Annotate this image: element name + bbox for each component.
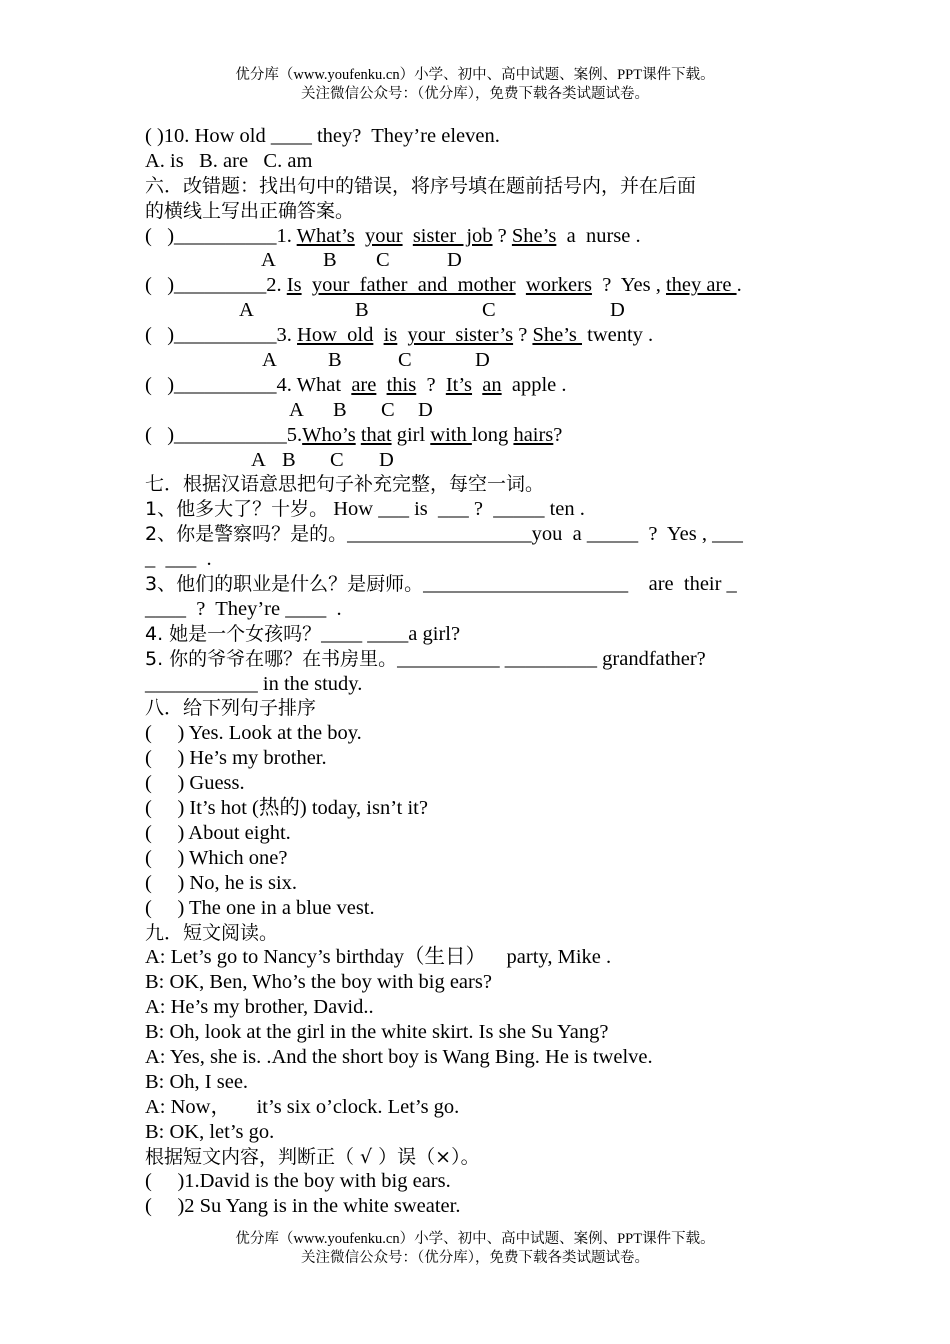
worksheet-body (145, 124, 825, 1219)
question-10-options: A. is B. are C. am (145, 149, 313, 172)
error-item-1: ( )__________1. What’s your sister job ? She’s a nurse . (145, 224, 641, 247)
section-8-title: 八．给下列句子排序 (145, 697, 317, 720)
section-6-title: 六．改错题：找出句中的错误，将序号填在题前括号内，并在后面 (145, 174, 697, 197)
order-item: ( ) It’s hot (热的) today, isn’t it? (145, 797, 428, 820)
footer-line-2: 关注微信公众号：（优分库），免费下载各类试题试卷。 (301, 1250, 649, 1266)
section-9-title: 九．短文阅读。 (145, 921, 279, 944)
error-item-5-letters: A B C D (251, 448, 394, 471)
dialogue-line: B: Oh, I see. (145, 1070, 249, 1093)
error-item-2: ( )_________2. Is your father and mother workers ? Yes , they are . (145, 274, 742, 297)
judge-item: ( )1.David is the boy with big ears. (145, 1170, 451, 1193)
error-item-4: ( )__________4. What are this ? It’s an apple . (145, 373, 567, 396)
header-line-1: 优分库（www.youfenku.cn）小学、初中、高中试题、案例、PPT课件下载。 (235, 67, 715, 83)
dialogue-line: B: OK, let’s go. (145, 1120, 275, 1143)
fill-item-1: 1、他多大了？十岁。 How ___ is ___ ? _____ ten . (145, 498, 585, 521)
dialogue-line: A: He’s my brother, David.. (145, 996, 374, 1019)
error-item-1-letters: A B C D (261, 249, 462, 272)
judge-instruction: 根据短文内容，判断正（ √ ）误（×）。 (145, 1145, 480, 1168)
dialogue-line: A: Now， it’s six o’clock. Let’s go. (145, 1095, 460, 1118)
fill-item-2-cont: _ ___ . (145, 548, 212, 571)
order-item: ( ) Yes. Look at the boy. (145, 722, 362, 745)
order-item: ( ) No, he is six. (145, 871, 298, 894)
header-line-2: 关注微信公众号：（优分库），免费下载各类试题试卷。 (301, 86, 649, 102)
order-item: ( ) Guess. (145, 772, 245, 795)
error-item-4-letters: A B C D (289, 398, 433, 421)
section-6-title-cont: 的横线上写出正确答案。 (145, 199, 355, 222)
fill-item-5: 5. 你的爷爷在哪？在书房里。__________ _________ grandfather? (145, 647, 706, 670)
error-item-3-letters: A B C D (262, 349, 490, 372)
footer-line-1: 优分库（www.youfenku.cn）小学、初中、高中试题、案例、PPT课件下载。 (235, 1231, 715, 1247)
fill-item-3-cont: ____ ? They’re ____ . (145, 597, 342, 620)
section-7-title: 七．根据汉语意思把句子补充完整，每空一词。 (145, 473, 545, 496)
error-item-5: ( )___________5.Who’s that girl with long hairs? (145, 423, 563, 446)
dialogue-line: A: Let’s go to Nancy’s birthday（生日） party, Mike . (145, 946, 612, 969)
question-10: ( )10. How old ____ they? They’re eleven. (145, 125, 500, 147)
page-footer (0, 1230, 950, 1268)
error-item-2-letters: A B C D (239, 299, 625, 322)
fill-item-2: 2、你是警察吗？是的。__________________you a _____ ? Yes , ___ (145, 523, 743, 546)
order-item: ( ) The one in a blue vest. (145, 896, 375, 919)
page-header (0, 66, 950, 104)
dialogue-line: B: Oh, look at the girl in the white skirt. Is she Su Yang? (145, 1021, 609, 1044)
dialogue-line: B: OK, Ben, Who’s the boy with big ears? (145, 971, 492, 994)
order-item: ( ) He’s my brother. (145, 747, 327, 770)
order-item: ( ) About eight. (145, 821, 291, 844)
fill-item-5-cont: ___________ in the study. (145, 672, 363, 695)
order-item: ( ) Which one? (145, 846, 288, 869)
fill-item-4: 4. 她是一个女孩吗？____ ____a girl? (145, 622, 461, 645)
error-item-3: ( )__________3. How old is your sister’s ? She’s twenty . (145, 324, 654, 347)
fill-item-3: 3、他们的职业是什么？是厨师。____________________ are their _ (145, 573, 737, 596)
dialogue-line: A: Yes, she is. .And the short boy is Wang Bing. He is twelve. (145, 1045, 653, 1068)
judge-item: ( )2 Su Yang is in the white sweater. (145, 1195, 461, 1218)
